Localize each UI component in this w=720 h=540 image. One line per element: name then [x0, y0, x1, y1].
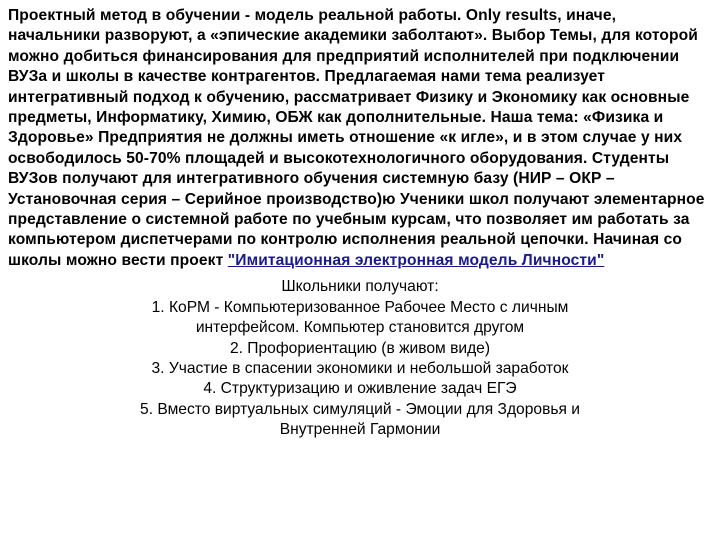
benefit-item: 1. КоРМ - Компьютеризованное Рабочее Место с личным — [151, 298, 569, 316]
benefit-item: 5. Вместо виртуальных симуляций - Эмоции для Здоровья и — [140, 400, 580, 418]
benefits-heading: Школьники получают: — [281, 278, 439, 296]
project-link[interactable]: "Имитационная электронная модель Личности" — [227, 251, 605, 269]
benefit-item: Внутренней Гармонии — [279, 421, 441, 439]
benefit-item: интерфейсом. Компьютер становится другом — [195, 319, 525, 337]
benefit-item: 3. Участие в спасении экономики и небольшой заработок — [151, 359, 569, 377]
benefit-item: 2. Профориентацию (в живом виде) — [229, 339, 491, 357]
benefits-list — [8, 277, 712, 440]
main-paragraph — [8, 6, 712, 271]
benefit-item: 4. Структуризацию и оживление задач ЕГЭ — [203, 380, 517, 398]
main-paragraph-text: Проектный метод в обучении - модель реальной работы. Only results, иначе, начальники разворуют, а «эпические академики заболтают». Выбор Темы, для которой можно добиться финансирования для предприятий исполнителей при подключении ВУЗа и школы в качестве контрагентов. Предлагаемая нами тема реализует интегративный подход к обучению, рассматривает Физику и Экономику как основные предметы, Информатику, Химию, ОБЖ как дополнительные. Наша тема: «Физика и Здоровье» Предприятия не должны иметь отношение «к игле», и в этом случае у них освободилось 50-70% площадей и высокотехнологичного оборудования. Студенты ВУЗов получают для интегративного обучения системную базу (НИР – ОКР –Установочная серия – Серийное производство)ю Ученики школ получают элементарное представление о системной работе по учебным курсам, что позволяет им работать за компьютером диспетчерами по контролю исполнения реальной цепочки. Начиная со школы можно вести проект — [8, 7, 705, 269]
